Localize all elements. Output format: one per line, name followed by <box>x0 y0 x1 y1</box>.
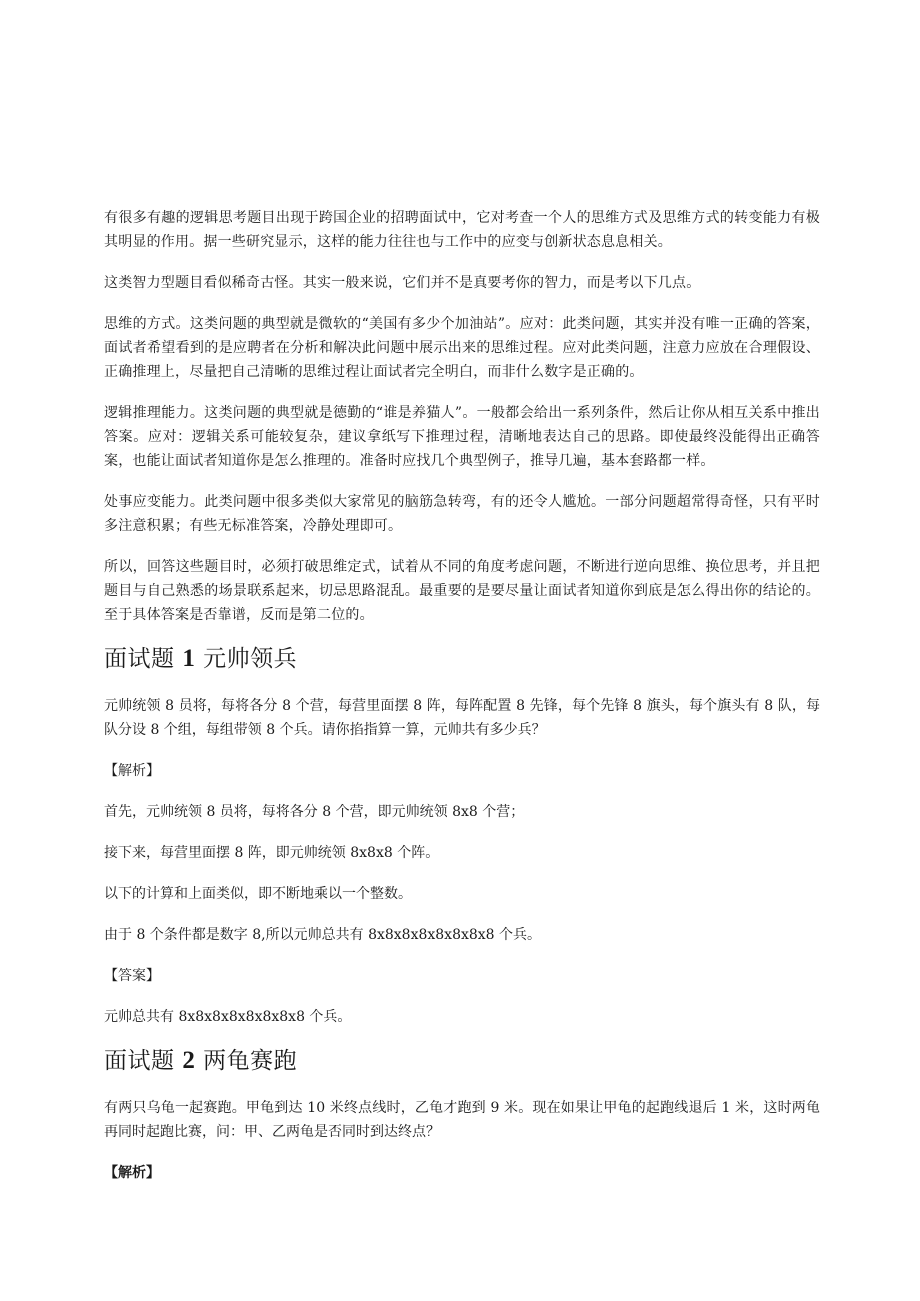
intro-paragraph-4: 逻辑推理能力。这类问题的典型就是德勤的“谁是养猫人”。一般都会给出一系列条件，然后让你从相互关系中推出答案。应对：逻辑关系可能较复杂，建议拿纸写下推理过程，清晰地表达自己的思路。即使最终没能得出正确答案，也能让面试者知道你是怎么推理的。准备时应找几个典型例子，推导几遍，基本套路都一样。 <box>104 405 820 469</box>
intro-paragraph-1: 有很多有趣的逻辑思考题目出现于跨国企业的招聘面试中，它对考查一个人的思维方式及思维方式的转变能力有极其明显的作用。据一些研究显示，这样的能力往往也与工作中的应变与创新状态息息相关。 <box>104 210 820 250</box>
question-2-analysis-label: 【解析】 <box>104 1165 160 1181</box>
question-2-section <box>104 1046 820 1185</box>
question-1-analysis-line-1: 首先，元帅统领 8 员将，每将各分 8 个营，即元帅统领 8x8 个营； <box>104 804 525 820</box>
intro-paragraph-5: 处事应变能力。此类问题中很多类似大家常见的脑筋急转弯，有的还令人尴尬。一部分问题超常得奇怪，只有平时多注意积累；有些无标准答案，冷静处理即可。 <box>104 494 820 534</box>
intro-paragraph-3: 思维的方式。这类问题的典型就是微软的“美国有多少个加油站”。应对：此类问题，其实并没有唯一正确的答案，面试者希望看到的是应聘者在分析和解决此问题中展示出来的思维过程。应对此类问题，注意力应放在合理假设、正确推理上，尽量把自己清晰的思维过程让面试者完全明白，而非什么数字是正确的。 <box>104 316 820 380</box>
question-1-analysis-line-3: 以下的计算和上面类似，即不断地乘以一个整数。 <box>104 886 412 902</box>
question-1-section <box>104 644 820 1029</box>
document-page <box>104 206 820 1202</box>
question-2-text: 有两只乌龟一起赛跑。甲龟到达 10 米终点线时，乙龟才跑到 9 米。现在如果让甲龟的起跑线退后 1 米，这时两龟再同时起跑比赛，问：甲、乙两龟是否同时到达终点？ <box>104 1100 820 1140</box>
question-2-heading-number: 2 <box>182 1047 196 1074</box>
question-1-answer: 元帅总共有 8x8x8x8x8x8x8x8 个兵。 <box>104 1009 352 1025</box>
question-1-heading-prefix: 面试题 <box>104 646 175 672</box>
question-2-heading <box>104 1046 820 1076</box>
question-1-heading-title: 元帅领兵 <box>203 646 298 672</box>
question-1-analysis-line-2: 接下来，每营里面摆 8 阵，即元帅统领 8x8x8 个阵。 <box>104 845 440 861</box>
intro-section <box>104 206 820 627</box>
question-1-text: 元帅统领 8 员将，每将各分 8 个营，每营里面摆 8 阵，每阵配置 8 先锋，每个先锋 8 旗头，每个旗头有 8 队，每队分设 8 个组，每组带领 8 个兵。请你掐指算一算，元帅共有多少兵？ <box>104 698 820 738</box>
question-1-analysis-line-4: 由于 8 个条件都是数字 8,所以元帅总共有 8x8x8x8x8x8x8x8 个兵。 <box>104 927 542 943</box>
question-1-heading-number: 1 <box>182 645 196 672</box>
question-1-answer-label: 【答案】 <box>104 968 160 984</box>
intro-paragraph-6: 所以，回答这些题目时，必须打破思维定式，试着从不同的角度考虑问题，不断进行逆向思维、换位思考，并且把题目与自己熟悉的场景联系起来，切忌思路混乱。最重要的是要尽量让面试者知道你到底是怎么得出你的结论的。至于具体答案是否靠谱，反而是第二位的。 <box>104 559 820 623</box>
question-1-heading <box>104 644 820 674</box>
question-1-analysis-label: 【解析】 <box>104 763 160 779</box>
question-2-heading-prefix: 面试题 <box>104 1048 175 1074</box>
intro-paragraph-2: 这类智力型题目看似稀奇古怪。其实一般来说，它们并不是真要考你的智力，而是考以下几点。 <box>104 275 701 291</box>
question-2-heading-title: 两龟赛跑 <box>203 1048 298 1074</box>
